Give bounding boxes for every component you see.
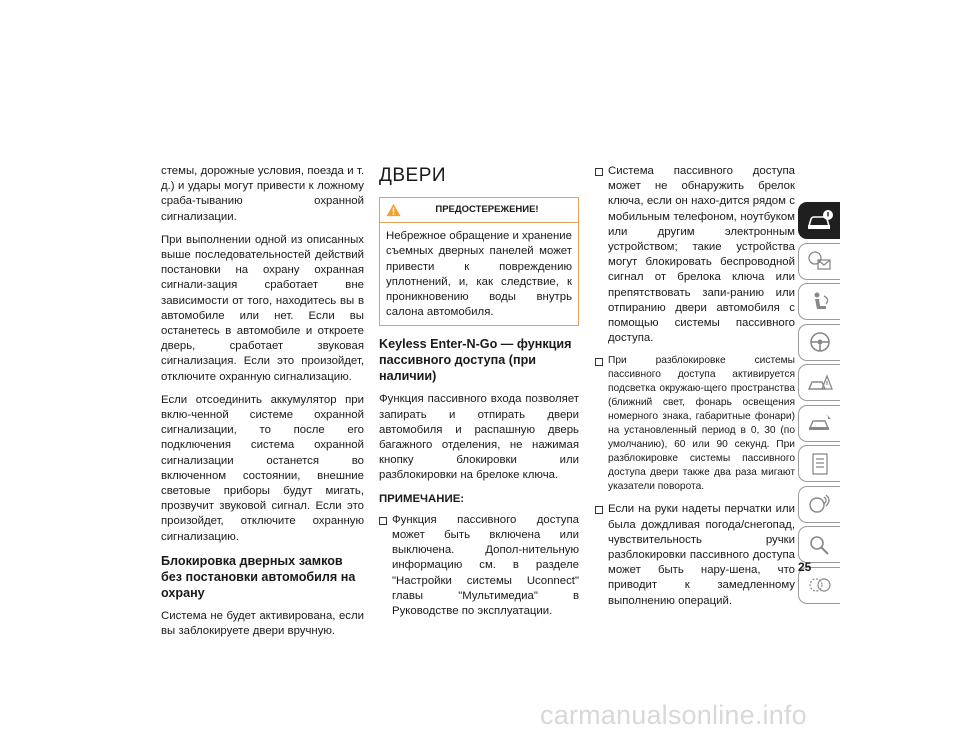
language-icon bbox=[806, 573, 834, 597]
list-item bbox=[595, 164, 795, 346]
tab-emergency[interactable] bbox=[798, 364, 840, 401]
paragraph: Функция пассивного входа позволяет запирать и отпирать двери автомобиля и распашную дверь багажного отделения, не нажимая кнопку блокировки или разблокировки на брелоке ключа. bbox=[379, 393, 579, 482]
note-list bbox=[379, 513, 579, 619]
seat-airbag-icon bbox=[806, 290, 834, 314]
section-title: ДВЕРИ bbox=[379, 165, 447, 186]
list-item bbox=[595, 502, 795, 608]
warning-triangle-icon bbox=[386, 203, 401, 217]
tab-multimedia[interactable] bbox=[798, 486, 840, 523]
page-number: 25 bbox=[798, 560, 812, 574]
car-crash-icon bbox=[806, 371, 834, 395]
chapter-tabs bbox=[798, 202, 841, 607]
car-info-icon bbox=[806, 209, 834, 233]
warning-text: Небрежное обращение и хранение съемных дверных панелей может привести к повреждению уплотнений, и, как следствие, к проникновению воды внутрь салона автомобиля. bbox=[386, 230, 573, 319]
right-column bbox=[595, 164, 795, 617]
tab-getting-to-know-vehicle[interactable] bbox=[798, 202, 840, 239]
watermark: carmanualsonline.info bbox=[540, 700, 807, 730]
tab-index[interactable] bbox=[798, 526, 840, 563]
warning-title: ПРЕДОСТЕРЕЖЕНИЕ! bbox=[435, 204, 539, 216]
checkbox-bullet-icon bbox=[595, 506, 603, 514]
subsection-heading: Блокировка дверных замков без постановки автомобиля на охрану bbox=[161, 553, 356, 600]
mail-gauge-icon bbox=[806, 249, 834, 273]
subsection-heading: Keyless Enter-N-Go — функция пассивного доступа (при наличии) bbox=[379, 337, 572, 384]
paragraph: При выполнении одной из описанных выше последовательностей действий постановки на охрану охранная сигнали-зация сработает вне зависимости от того, находитесь вы в автомобиле или нет. Если вы останетесь в автомобиле и откроете дверь, сработает звуковая сигнализация. Если это произойдет, отключите охранную сигнализацию. bbox=[161, 233, 364, 383]
bullet-list bbox=[595, 164, 795, 609]
paragraph: Если отсоединить аккумулятор при вклю-ченной системе охранной сигнализации, то после его подключения система охранной сигнализации останется во включенном состоянии, внешние световые приборы будут мигать, прозвучит звуковой сигнал. Если это произойдет, отключите охранную сигнализацию. bbox=[161, 393, 364, 543]
checkbox-bullet-icon bbox=[595, 358, 603, 366]
magnifier-icon bbox=[806, 533, 834, 557]
checkbox-bullet-icon bbox=[379, 517, 387, 525]
paragraph: Система не будет активирована, если вы заблокируете двери вручную. bbox=[161, 609, 364, 638]
steering-wheel-icon bbox=[806, 330, 834, 354]
list-item bbox=[595, 354, 795, 494]
checkbox-bullet-icon bbox=[595, 168, 603, 176]
tab-servicing[interactable] bbox=[798, 405, 840, 442]
warning-box bbox=[379, 197, 579, 326]
tab-specifications[interactable] bbox=[798, 445, 840, 482]
checklist-icon bbox=[806, 452, 834, 476]
tab-driving[interactable] bbox=[798, 324, 840, 361]
multimedia-icon bbox=[806, 492, 834, 516]
list-item-text: Функция пассивного доступа может быть включена или выключена. Допол-нительную информацию см. в разделе "Настройки системы Uconnect" главы "Мультимедиа" в Руководстве по эксплуатации. bbox=[392, 513, 579, 618]
list-item-text: При разблокировке системы пассивного доступа активируется подсветка окружаю-щего пространства (ближний свет, фонарь освещения номерного знака, габаритные фонари) на установленный период в 0, 30 (по умолчанию), 60 или 90 секунд. При разблокировке системы пассивного доступа двери также два раза мигают указатели поворота. bbox=[608, 355, 795, 493]
middle-column bbox=[379, 164, 579, 627]
tab-safety[interactable] bbox=[798, 283, 840, 320]
warning-header bbox=[380, 198, 578, 223]
car-service-icon bbox=[806, 411, 834, 435]
tab-dashboard[interactable] bbox=[798, 243, 840, 280]
list-item bbox=[379, 513, 579, 619]
paragraph: стемы, дорожные условия, поезда и т. д.) и удары могут привести к ложному сраба-тыванию охранной сигнализации. bbox=[161, 165, 364, 223]
note-label: ПРИМЕЧАНИЕ: bbox=[379, 492, 465, 505]
list-item-text: Система пассивного доступа может не обнаружить брелок ключа, если он нахо-дится рядом с мобильным телефоном, ноутбуком или другим электронным устройством; такие устройства могут блокировать беспроводной сигнал от брелока ключа или препятствовать запи-ранию или отпиранию двери автомобиля с помощью системы пассивного доступа. bbox=[608, 165, 795, 345]
list-item-text: Если на руки надеты перчатки или была дождливая погода/снегопад, чувствительность ручки разблокировки пассивного доступа может быть нару-шена, что приводит к замедленному выполнению операций. bbox=[608, 503, 795, 607]
left-column bbox=[161, 164, 364, 647]
